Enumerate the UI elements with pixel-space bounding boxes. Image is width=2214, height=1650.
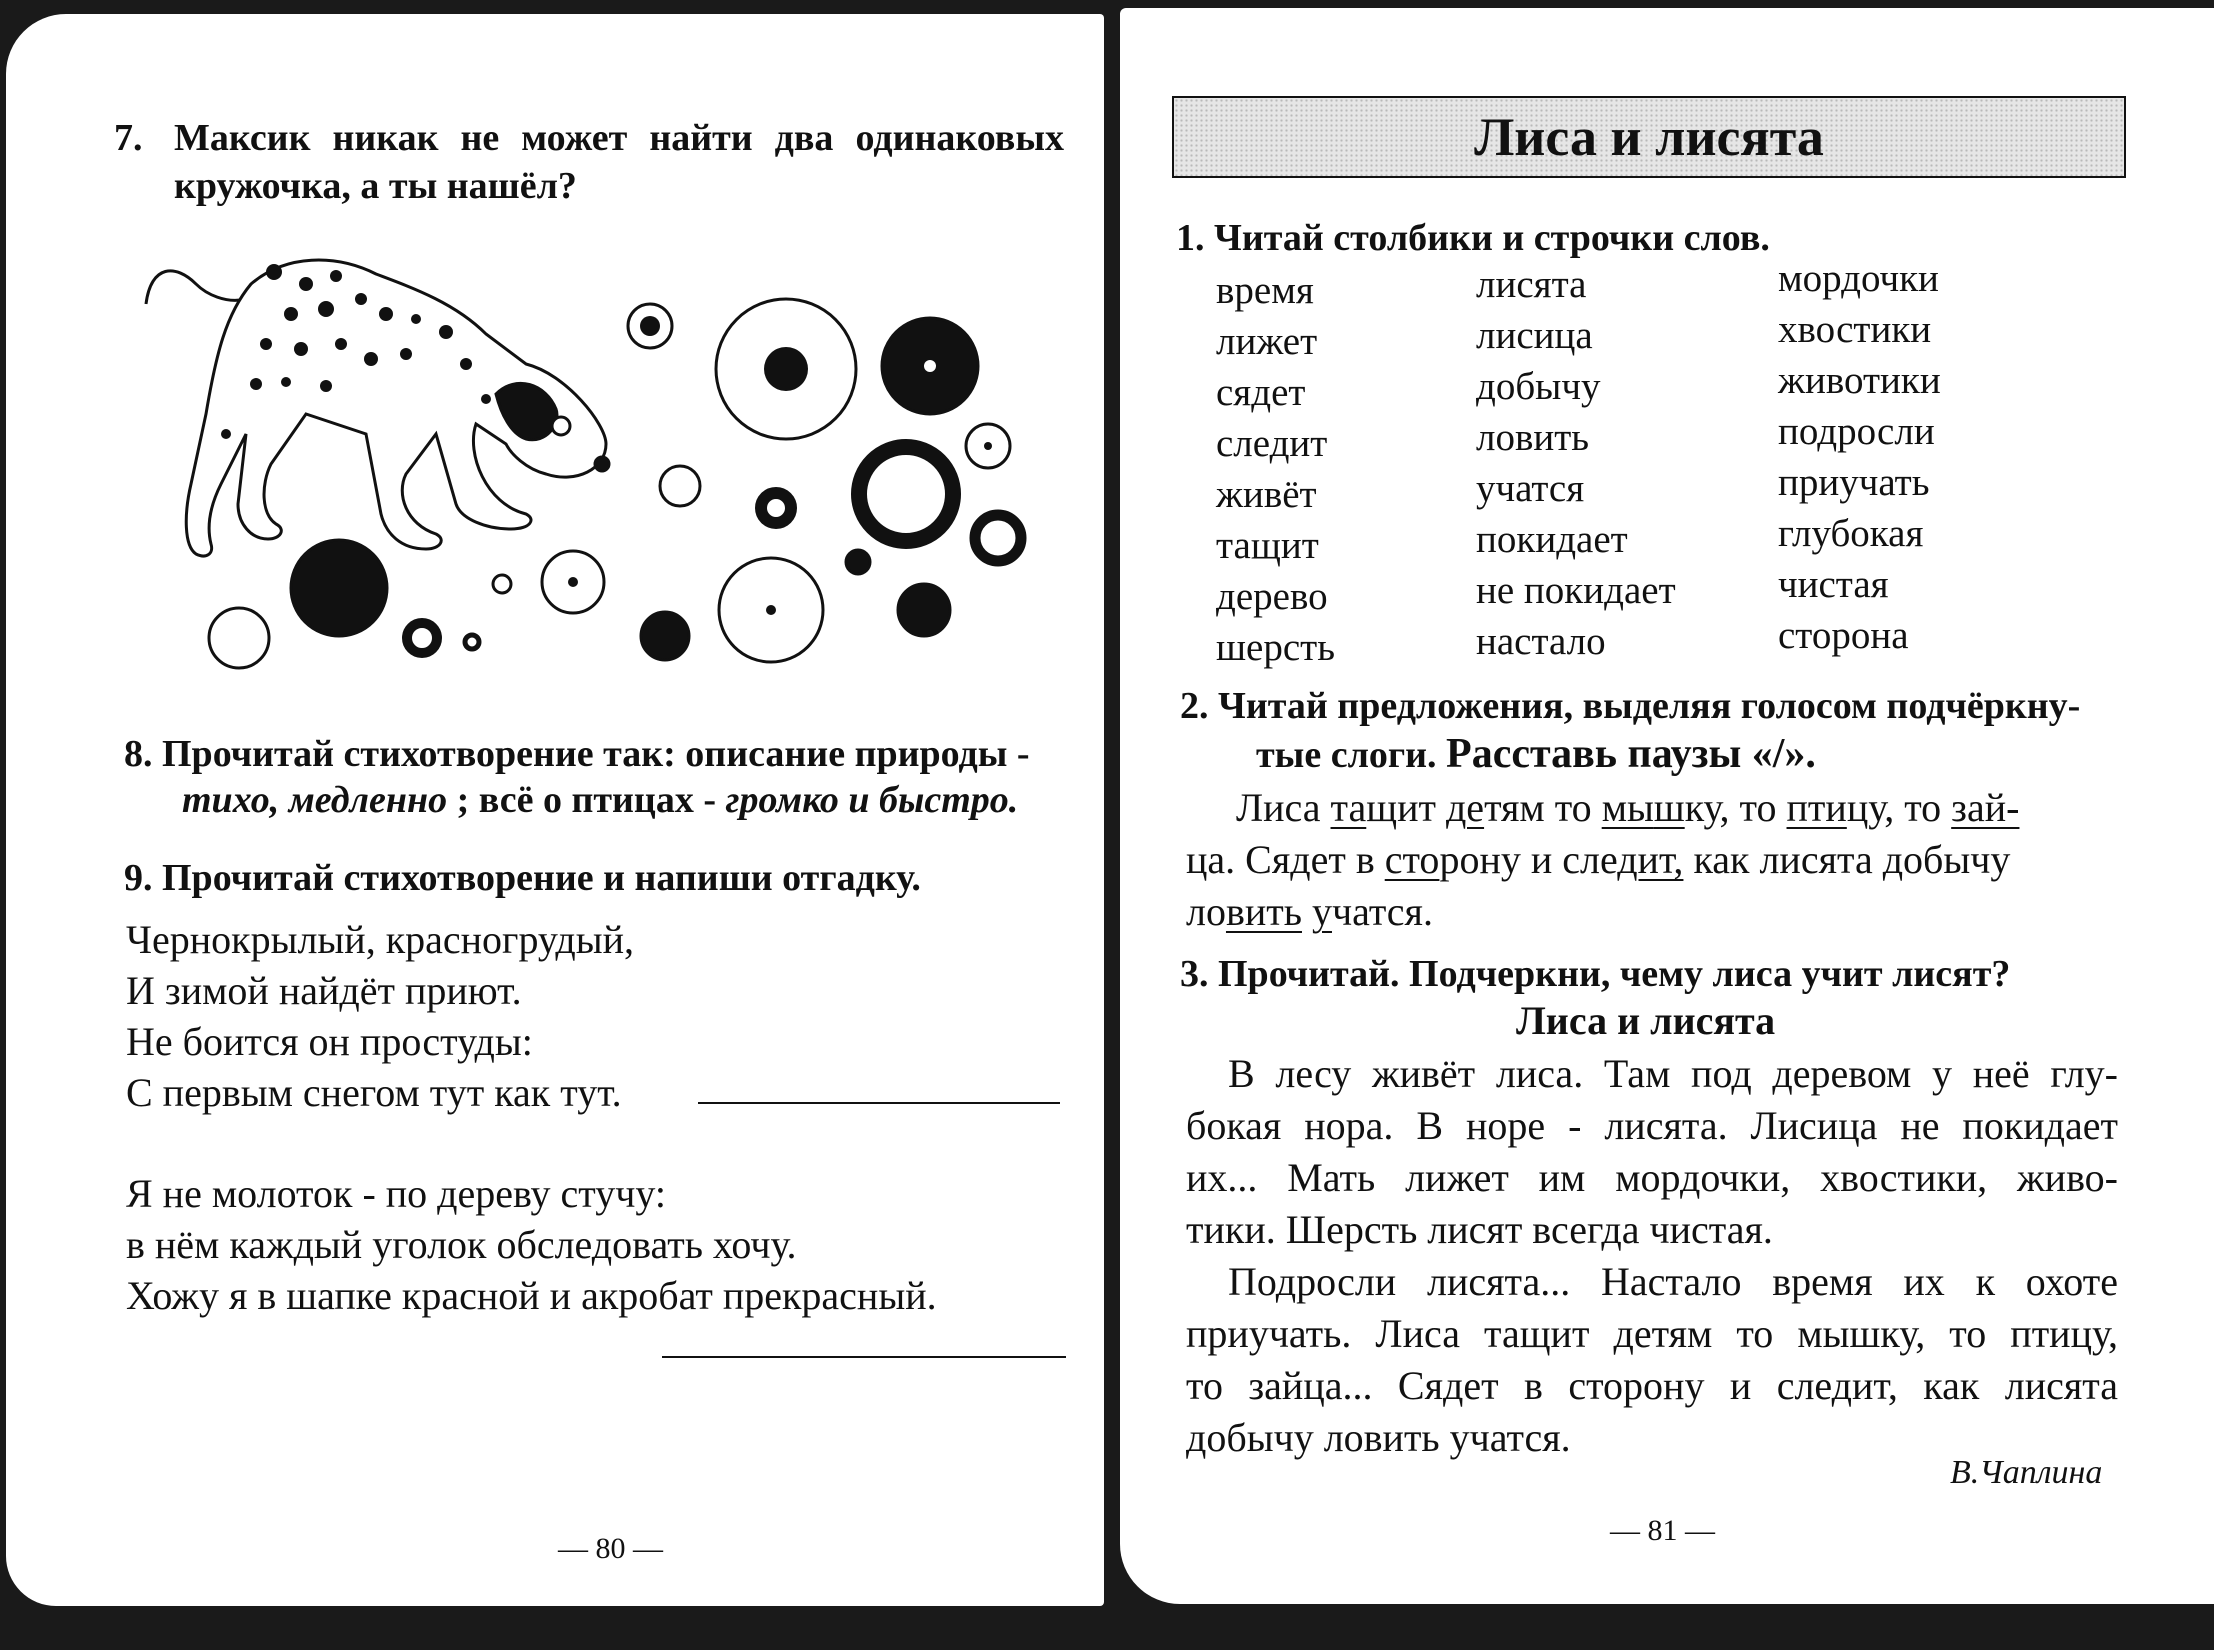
riddle1-line-2: И зимой найдёт приют. — [126, 968, 522, 1013]
word-col3-1: мордочки — [1778, 257, 1939, 300]
t2s9: пти — [1786, 785, 1847, 830]
t2s1: Лиса — [1236, 785, 1331, 830]
task8-italic-1: тихо, медленно — [182, 779, 448, 821]
story-line-2: бокая нора. В норе - лисята. Лисица не покидает — [1186, 1103, 2118, 1148]
t2r2: вить — [1225, 889, 1302, 934]
word-col1-2: лижет — [1216, 320, 1318, 363]
story-line-8: добычу ловить учатся. — [1186, 1415, 1571, 1460]
circle-6 — [761, 493, 791, 523]
word-col2-8: настало — [1476, 620, 1606, 663]
task9-heading: 9. Прочитай стихотворение и напиши отгадку. — [124, 857, 921, 899]
task8-italic-2: громко и быстро. — [725, 779, 1019, 821]
word-col1-3: сядет — [1216, 371, 1306, 414]
t2t1: ца. Сядет в — [1186, 837, 1385, 882]
t2t5: как лисята добычу — [1683, 837, 2011, 882]
task8-line1: 8. Прочитай стихотворение так: описание природы - — [124, 733, 1030, 775]
t2r1: ло — [1186, 889, 1226, 934]
riddle2-line-2: в нём каждый уголок обследовать хочу. — [126, 1222, 797, 1267]
task2-line1: 2. Читай предложения, выделяя голосом подчёркну- — [1180, 685, 2081, 727]
t2s11: зай- — [1951, 785, 2020, 830]
circle-10 — [291, 540, 387, 636]
word-col3-2: хвостики — [1778, 308, 1932, 351]
word-col3-3: животики — [1778, 359, 1941, 402]
answer-line-2[interactable] — [662, 1356, 1066, 1358]
word-col2-2: лисица — [1476, 314, 1593, 357]
task2-line2-a: тые слоги. — [1256, 734, 1447, 776]
t2t3: рону и сле — [1439, 837, 1618, 882]
t2s10: цу, то — [1846, 785, 1952, 830]
task8-line2 — [182, 776, 1018, 824]
story-line-3: их... Мать лижет им мордочки, хвостики, живо- — [1186, 1155, 2118, 1200]
page-number-right: — 81 — — [1610, 1514, 1715, 1547]
t2s4: де — [1445, 785, 1485, 830]
page-title: Лиса и лисята — [1474, 107, 1824, 167]
task7-line1: Максик никак не может найти два одинаковых — [174, 117, 1064, 159]
story-line-1: В лесу живёт лиса. Там под деревом у неё глу- — [1228, 1051, 2118, 1096]
right-page — [1120, 8, 2214, 1604]
t2s5: тям то — [1484, 785, 1602, 830]
riddle1-line-3: Не боится он простуды: — [126, 1019, 533, 1064]
word-col2-3: добычу — [1476, 365, 1601, 408]
circle-17 — [465, 635, 479, 649]
t2r5: чатся. — [1331, 889, 1433, 934]
task2-sentence-1 — [1236, 782, 2019, 834]
t2r3 — [1302, 889, 1312, 934]
dalmatian-and-circles-illustration — [6, 14, 1104, 714]
t2s8: ку, то — [1684, 785, 1787, 830]
task2-line2 — [1256, 730, 1816, 779]
word-col3-4: подросли — [1778, 410, 1935, 453]
riddle1-line-4: С первым снегом тут как тут. — [126, 1070, 622, 1115]
word-col1-4: следит — [1216, 422, 1328, 465]
story-line-7: то зайца... Сядет в сторону и следит, как лисята — [1186, 1363, 2118, 1408]
word-col1-8: шерсть — [1216, 626, 1335, 669]
t2t4: дит, — [1617, 837, 1684, 882]
task7-number: 7. — [114, 117, 143, 159]
story-line-6: приучать. Лиса тащит детям то мышку, то птицу, — [1186, 1311, 2118, 1356]
circle-15 — [209, 608, 269, 668]
t2t2: сто — [1384, 837, 1440, 882]
story-title: Лиса и лисята — [1516, 998, 1776, 1043]
circle-9 — [846, 550, 870, 574]
word-col3-5: приучать — [1778, 461, 1930, 504]
task1-heading: 1. Читай столбики и строчки слов. — [1176, 217, 1770, 259]
task8-mid: ; всё о птицах - — [447, 779, 726, 821]
riddle1-line-1: Чернокрылый, красногрудый, — [126, 917, 635, 962]
word-col3-7: чистая — [1778, 563, 1889, 606]
t2s2: та — [1330, 785, 1367, 830]
story-line-4: тики. Шерсть лисят всегда чистая. — [1186, 1207, 1773, 1252]
word-col3-6: глубокая — [1778, 512, 1924, 555]
task2-sentence-2 — [1186, 834, 2010, 886]
circle-11 — [493, 575, 511, 593]
circle-16 — [407, 623, 437, 653]
word-col3-8: сторона — [1778, 614, 1909, 657]
word-col1-7: дерево — [1216, 575, 1328, 618]
story-line-5: Подросли лисята... Настало время их к охоте — [1228, 1259, 2118, 1304]
word-col1-6: тащит — [1216, 524, 1319, 567]
circle-18 — [641, 612, 689, 660]
circle-8 — [975, 515, 1021, 561]
circle-14 — [898, 584, 950, 636]
word-col1-1: время — [1216, 269, 1314, 312]
task3-heading: 3. Прочитай. Подчеркни, чему лиса учит лисят? — [1180, 953, 2011, 995]
task2-sentence-3 — [1186, 886, 1433, 938]
task7-line2: кружочка, а ты нашёл? — [174, 165, 577, 207]
author: В.Чаплина — [1950, 1454, 2103, 1491]
t2r4: у — [1311, 889, 1332, 934]
dalmatian-illustration — [146, 260, 609, 556]
word-col2-5: учатся — [1476, 467, 1585, 510]
word-col2-7: не покидает — [1476, 569, 1676, 612]
title-banner — [1172, 96, 2126, 178]
circle-5 — [660, 466, 700, 506]
riddle2-line-1: Я не молоток - по дереву стучу: — [126, 1171, 666, 1216]
task2-line2-b: Расставь паузы «/». — [1446, 731, 1816, 777]
t2s6: мы — [1601, 785, 1654, 830]
page-number-left: — 80 — — [558, 1532, 663, 1565]
word-col2-6: покидает — [1476, 518, 1628, 561]
answer-line-1[interactable] — [698, 1102, 1060, 1104]
riddle2-line-3: Хожу я в шапке красной и акробат прекрасный. — [126, 1273, 937, 1318]
t2s7: ш — [1653, 785, 1685, 830]
word-col2-1: лисята — [1476, 263, 1587, 306]
word-col1-5: живёт — [1216, 473, 1317, 516]
circle-7 — [859, 447, 953, 541]
left-page — [6, 14, 1104, 1606]
t2s3: щит — [1366, 785, 1446, 830]
word-col2-4: ловить — [1476, 416, 1590, 459]
